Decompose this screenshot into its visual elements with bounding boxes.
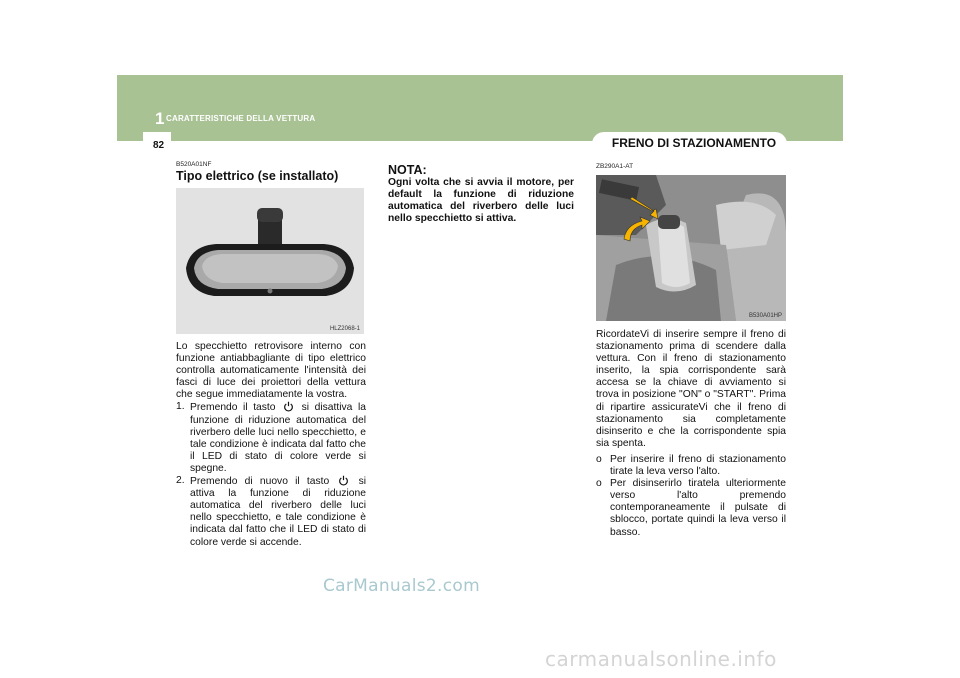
note-text: Ogni volta che si avvia il motore, per default la funzione di riduzione automatica del riverbero delle luci nello specchietto si attiva. — [388, 177, 574, 225]
mirror-illustration — [176, 188, 364, 334]
section-code: ZB290A1-AT — [596, 163, 634, 170]
step-marker: 1. — [176, 401, 185, 413]
step-text-before: Premendo il tasto — [190, 402, 276, 414]
bullet-marker: o — [596, 478, 602, 490]
section-heading: Tipo elettrico (se installato) — [176, 169, 339, 183]
chapter-title: CARATTERISTICHE DELLA VETTURA — [166, 114, 316, 123]
bullet-text: Per inserire il freno di stazionamento tirate la leva verso l'alto. — [610, 453, 786, 478]
parking-brake-bullets — [596, 454, 786, 539]
step-text-after: si attiva la funzione di riduzione automatica del riverbero delle luci nello specchietto, e tale condizione è indicata dal fatto che il LED di stato di colore verde si accende. — [190, 476, 366, 548]
step-marker: 2. — [176, 475, 185, 487]
bullet-text: Per disinserirlo tiratela ulteriormente verso l'alto premendo contemporaneamente il pulsate di sblocco, portate quindi la leva verso il basso. — [610, 478, 786, 538]
watermark-carmanualsonline[interactable]: carmanualsonline.info — [545, 647, 777, 671]
section-code: B520A01NF — [176, 161, 212, 168]
bullet-marker: o — [596, 453, 602, 465]
watermark-carmanuals2[interactable]: CarManuals2.com — [323, 576, 480, 596]
power-button-icon — [283, 401, 294, 412]
left-column — [176, 161, 366, 549]
list-item — [596, 454, 786, 478]
parking-brake-intro-text: RicordateVi di inserire sempre il freno di stazionamento prima di scendere dalla vettura. Con il freno di stazionamento inserito, la spia corrispondente sarà accesa se la chiave di avviamento si trova in posizione "ON" o "START". Prima di ripartire assicurateVi che il freno di stazionamento sia completamente disinserito e che la corrispondente spia sia spenta. — [596, 329, 786, 449]
step-text-before: Premendo di nuovo il tasto — [190, 476, 330, 488]
mirror-steps-list — [176, 401, 366, 548]
parking-brake-illustration — [596, 175, 786, 321]
section-title: FRENO DI STAZIONAMENTO — [611, 136, 777, 150]
step-text-after: si disattiva la funzione di riduzione automatica del riverbero delle luci nello specchietto, e tale condizione è indicata dal fatto che il LED di stato di colore verde si spegne. — [190, 402, 366, 474]
page-number: 82 — [153, 140, 165, 151]
note-title: NOTA: — [388, 163, 427, 177]
parking-brake-picture — [596, 175, 786, 321]
right-column — [596, 163, 786, 539]
list-item — [176, 401, 366, 475]
mirror-intro-text: Lo specchietto retrovisore interno con funzione antiabbagliante di tipo elettrico controlla automaticamente l'intensità dei fasci di luce dei proiettori della vettura che segue immediatamente la vostra. — [176, 341, 366, 401]
list-item — [176, 475, 366, 549]
power-button-icon — [338, 475, 349, 486]
list-item — [596, 478, 786, 538]
image-code: HLZ2068-1 — [329, 326, 360, 332]
chapter-number: 1 — [155, 109, 165, 128]
rearview-mirror-picture — [176, 188, 364, 334]
middle-column — [388, 163, 574, 225]
image-code: B530A01HP — [748, 313, 782, 319]
